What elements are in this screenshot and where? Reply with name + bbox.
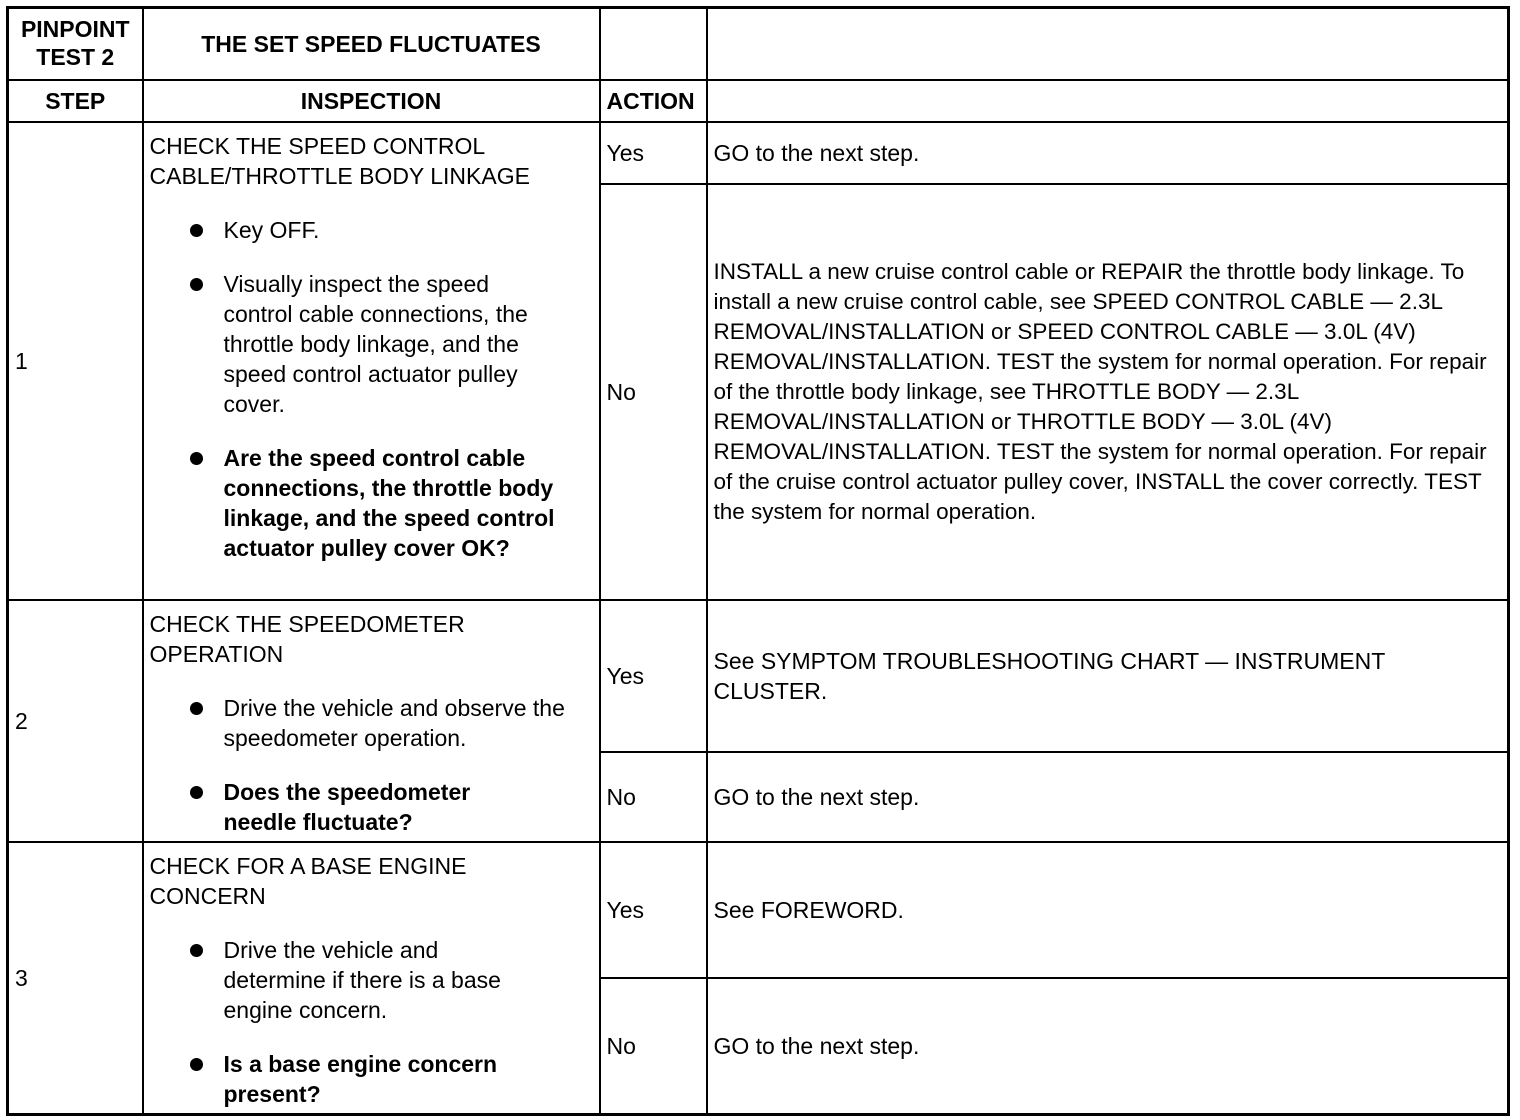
column-header-empty (707, 80, 1509, 122)
step-1-yes-row (8, 122, 1509, 184)
pinpoint-label-text: PINPOINT TEST 2 (20, 16, 130, 71)
step-2-inspection (143, 600, 600, 842)
list-item (224, 1049, 593, 1109)
step-3-yes-row (8, 842, 1509, 978)
pinpoint-label (8, 8, 143, 80)
step-3-instruction-1: Drive the vehicle and determine if there is a base engine concern. (223, 936, 501, 1023)
step-2-question: Does the speedometer needle fluctuate? (223, 778, 471, 835)
list-item (224, 777, 593, 837)
step-2-yes-label: Yes (600, 600, 707, 752)
step-2-no-action: GO to the next step. (707, 752, 1509, 842)
step-2-number: 2 (8, 600, 143, 842)
list-item (224, 215, 593, 245)
bullet-icon (190, 702, 203, 715)
step-3-number: 3 (8, 842, 143, 1115)
list-item (224, 935, 593, 1025)
column-header-row (8, 80, 1509, 122)
step-2-yes-row (8, 600, 1509, 752)
step-3-yes-action: See FOREWORD. (707, 842, 1509, 978)
step-2-instructions (150, 693, 593, 837)
list-item (224, 443, 593, 563)
test-title: THE SET SPEED FLUCTUATES (143, 8, 600, 80)
step-3-title: CHECK FOR A BASE ENGINE CONCERN (149, 852, 467, 909)
column-header-action: ACTION (600, 80, 707, 122)
step-1-yes-action: GO to the next step. (707, 122, 1509, 184)
pinpoint-test-table (6, 6, 1510, 1116)
step-3-instructions (150, 935, 593, 1109)
step-3-inspection (143, 842, 600, 1115)
bullet-icon (190, 278, 203, 291)
list-item (224, 269, 593, 419)
step-3-no-action: GO to the next step. (707, 978, 1509, 1115)
title-empty-cell (600, 8, 707, 80)
list-item (224, 693, 593, 753)
step-3-no-label: No (600, 978, 707, 1115)
title-empty-cell-2 (707, 8, 1509, 80)
step-1-title: CHECK THE SPEED CONTROL CABLE/THROTTLE BODY LINKAGE (149, 132, 530, 189)
step-1-instruction-1: Key OFF. (223, 216, 320, 243)
step-2-title: CHECK THE SPEEDOMETER OPERATION (149, 610, 465, 667)
step-1-yes-label: Yes (600, 122, 707, 184)
bullet-icon (190, 224, 203, 237)
step-2-no-label: No (600, 752, 707, 842)
step-1-number: 1 (8, 122, 143, 600)
bullet-icon (190, 944, 203, 957)
step-3-yes-label: Yes (600, 842, 707, 978)
step-1-instruction-2: Visually inspect the speed control cable connections, the throttle body linkage, and the speed control actuator pulley cover. (223, 270, 528, 417)
step-1-no-action: INSTALL a new cruise control cable or REPAIR the throttle body linkage. To install a new cruise control cable, see SPEED CONTROL CABLE — 2.3L REMOVAL/INSTALLATION or SPEED CONTROL CABLE — 3.0L (4V) REMOVAL/INSTALLATION. TEST the system for normal operation. For repair of the throttle body linkage, see THROTTLE BODY — 2.3L REMOVAL/INSTALLATION or THROTTLE BODY — 3.0L (4V) REMOVAL/INSTALLATION. TEST the system for normal operation. For repair of the cruise control actuator pulley cover, INSTALL the cover correctly. TEST the system for normal operation. (707, 184, 1509, 600)
step-1-inspection (143, 122, 600, 600)
bullet-icon (190, 1058, 203, 1071)
bullet-icon (190, 452, 203, 465)
step-1-question: Are the speed control cable connections, the throttle body linkage, and the speed control actuator pulley cover OK? (223, 444, 555, 561)
step-1-instructions (150, 215, 593, 563)
step-1-no-label: No (600, 184, 707, 600)
bullet-icon (190, 786, 203, 799)
step-3-question: Is a base engine concern present? (223, 1050, 498, 1107)
column-header-step: STEP (8, 80, 143, 122)
step-2-yes-action: See SYMPTOM TROUBLESHOOTING CHART — INSTRUMENT CLUSTER. (707, 600, 1509, 752)
column-header-inspection: INSPECTION (143, 80, 600, 122)
title-row (8, 8, 1509, 80)
step-2-instruction-1: Drive the vehicle and observe the speedometer operation. (223, 694, 565, 751)
